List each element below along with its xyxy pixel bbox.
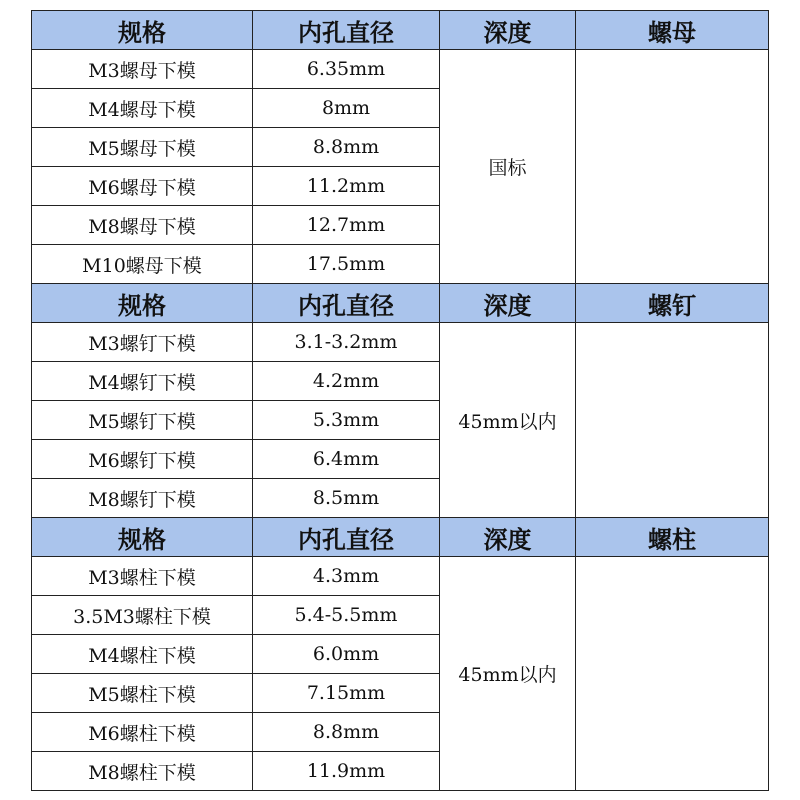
section-header-row xyxy=(32,518,769,557)
diameter-cell: 11.9mm xyxy=(253,752,440,791)
header-type: 螺母 xyxy=(576,11,769,50)
spec-cell: M6螺柱下模 xyxy=(32,713,253,752)
diameter-cell: 5.4-5.5mm xyxy=(253,596,440,635)
spec-cell: M5螺钉下模 xyxy=(32,401,253,440)
header-inner-diameter: 内孔直径 xyxy=(253,11,440,50)
header-spec: 规格 xyxy=(32,284,253,323)
diameter-cell: 8.8mm xyxy=(253,713,440,752)
spec-table xyxy=(31,10,769,791)
depth-cell: 国标 xyxy=(440,50,576,284)
header-type: 螺钉 xyxy=(576,284,769,323)
type-cell xyxy=(576,557,769,791)
header-spec: 规格 xyxy=(32,518,253,557)
spec-cell: M4螺钉下模 xyxy=(32,362,253,401)
spec-cell: M5螺母下模 xyxy=(32,128,253,167)
diameter-cell: 8.8mm xyxy=(253,128,440,167)
spec-cell: M8螺母下模 xyxy=(32,206,253,245)
diameter-cell: 6.35mm xyxy=(253,50,440,89)
spec-cell: 3.5M3螺柱下模 xyxy=(32,596,253,635)
header-inner-diameter: 内孔直径 xyxy=(253,518,440,557)
spec-cell: M6螺母下模 xyxy=(32,167,253,206)
diameter-cell: 7.15mm xyxy=(253,674,440,713)
section-header-row xyxy=(32,11,769,50)
diameter-cell: 6.0mm xyxy=(253,635,440,674)
diameter-cell: 3.1-3.2mm xyxy=(253,323,440,362)
diameter-cell: 11.2mm xyxy=(253,167,440,206)
diameter-cell: 4.2mm xyxy=(253,362,440,401)
spec-cell: M6螺钉下模 xyxy=(32,440,253,479)
spec-cell: M10螺母下模 xyxy=(32,245,253,284)
table-row xyxy=(32,323,769,362)
diameter-cell: 8mm xyxy=(253,89,440,128)
spec-cell: M3螺母下模 xyxy=(32,50,253,89)
spec-cell: M8螺钉下模 xyxy=(32,479,253,518)
diameter-cell: 8.5mm xyxy=(253,479,440,518)
diameter-cell: 5.3mm xyxy=(253,401,440,440)
type-cell xyxy=(576,323,769,518)
spec-cell: M3螺柱下模 xyxy=(32,557,253,596)
header-inner-diameter: 内孔直径 xyxy=(253,284,440,323)
section-header-row xyxy=(32,284,769,323)
diameter-cell: 4.3mm xyxy=(253,557,440,596)
spec-cell: M4螺母下模 xyxy=(32,89,253,128)
type-cell xyxy=(576,50,769,284)
header-depth: 深度 xyxy=(440,518,576,557)
diameter-cell: 6.4mm xyxy=(253,440,440,479)
diameter-cell: 12.7mm xyxy=(253,206,440,245)
table-row xyxy=(32,50,769,89)
spec-cell: M5螺柱下模 xyxy=(32,674,253,713)
header-depth: 深度 xyxy=(440,11,576,50)
header-type: 螺柱 xyxy=(576,518,769,557)
header-depth: 深度 xyxy=(440,284,576,323)
diameter-cell: 17.5mm xyxy=(253,245,440,284)
depth-cell: 45mm以内 xyxy=(440,323,576,518)
spec-cell: M8螺柱下模 xyxy=(32,752,253,791)
depth-cell: 45mm以内 xyxy=(440,557,576,791)
table-row xyxy=(32,557,769,596)
header-spec: 规格 xyxy=(32,11,253,50)
spec-cell: M3螺钉下模 xyxy=(32,323,253,362)
spec-cell: M4螺柱下模 xyxy=(32,635,253,674)
